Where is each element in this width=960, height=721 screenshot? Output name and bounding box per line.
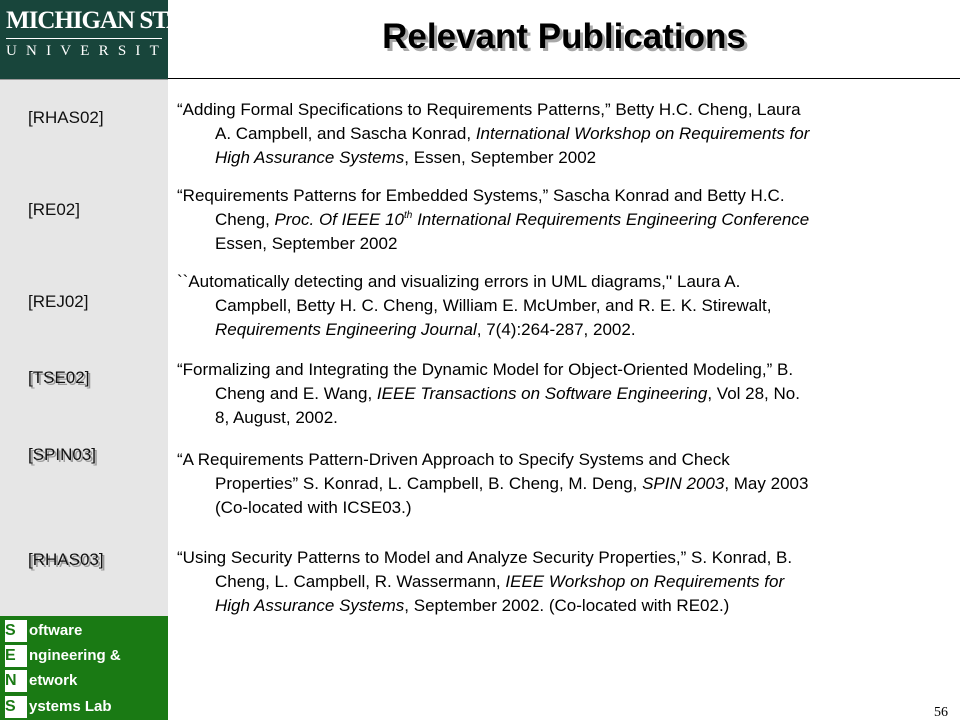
- sens-row: [0, 696, 168, 718]
- citation-line: Requirements Engineering Journal, 7(4):264-287, 2002.: [215, 320, 636, 339]
- ref-key-tse02: [TSE02]: [28, 368, 90, 387]
- citation-line: ``Automatically detecting and visualizing errors in UML diagrams,'' Laura A.: [177, 272, 741, 291]
- sens-word: ngineering &: [29, 647, 121, 664]
- citation-line: “Requirements Patterns for Embedded Systems,” Sascha Konrad and Betty H.C.: [177, 186, 785, 205]
- citation-line: (Co-located with ICSE03.): [215, 498, 412, 517]
- publication-entry: [177, 270, 960, 342]
- citation-line: Cheng and E. Wang, IEEE Transactions on Software Engineering, Vol 28, No.: [215, 384, 800, 403]
- citation-line: “Adding Formal Specifications to Requirements Patterns,” Betty H.C. Cheng, Laura: [177, 100, 801, 119]
- citation-line: Cheng, L. Campbell, R. Wassermann, IEEE Workshop on Requirements for: [215, 572, 785, 591]
- logo-line-2: UNIVERSITY: [6, 43, 188, 59]
- citation-line: Essen, September 2002: [215, 234, 398, 253]
- sens-row: [0, 670, 168, 692]
- ref-key-rhas03: [RHAS03]: [28, 550, 104, 569]
- sens-word: oftware: [29, 622, 83, 639]
- ref-key-rhas02: [RHAS02]: [28, 108, 104, 127]
- publication-entry: [177, 546, 960, 618]
- ref-key-spin03: [SPIN03]: [28, 445, 97, 464]
- citation-line: Campbell, Betty H. C. Cheng, William E. McUmber, and R. E. K. Stirewalt,: [215, 296, 772, 315]
- logo-rule: [6, 38, 162, 39]
- left-sidebar: [0, 0, 213, 720]
- title-rule: [168, 78, 960, 79]
- sens-lab-logo: [0, 616, 168, 720]
- sens-initial: N: [5, 670, 27, 692]
- msu-logo: [0, 0, 213, 79]
- sens-word: etwork: [29, 672, 78, 689]
- citation-line: Properties” S. Konrad, L. Campbell, B. Cheng, M. Deng, SPIN 2003, May 2003: [215, 474, 809, 493]
- publication-entry: [177, 184, 960, 256]
- citation-line: “Using Security Patterns to Model and Analyze Security Properties,” S. Konrad, B.: [177, 548, 793, 567]
- sens-initial: S: [5, 620, 27, 642]
- citation-line: High Assurance Systems, September 2002. (Co-located with RE02.): [215, 596, 730, 615]
- citation-line: 8, August, 2002.: [215, 408, 338, 427]
- logo-separator: [0, 79, 168, 80]
- ref-key-re02: [RE02]: [28, 200, 80, 219]
- slide-title: Relevant Publications: [382, 17, 746, 56]
- sens-row: [0, 620, 168, 642]
- sens-initial: E: [5, 645, 27, 667]
- publication-entry: [177, 98, 960, 170]
- sens-word: ystems Lab: [29, 698, 112, 715]
- page-number: 56: [934, 705, 948, 720]
- citation-line: A. Campbell, and Sascha Konrad, International Workshop on Requirements for: [215, 124, 810, 143]
- sens-initial: S: [5, 696, 27, 718]
- sens-row: [0, 645, 168, 667]
- logo-line-1: MICHIGAN STATE: [6, 7, 213, 34]
- citation-line: High Assurance Systems, Essen, September 2002: [215, 148, 597, 167]
- citation-line: Cheng, Proc. Of IEEE 10th International Requirements Engineering Conference: [215, 210, 810, 229]
- ref-key-rej02: [REJ02]: [28, 292, 89, 311]
- publication-entry: [177, 448, 960, 520]
- citation-line: “Formalizing and Integrating the Dynamic Model for Object-Oriented Modeling,” B.: [177, 360, 794, 379]
- publication-entry: [177, 358, 960, 430]
- citation-line: “A Requirements Pattern-Driven Approach to Specify Systems and Check: [177, 450, 730, 469]
